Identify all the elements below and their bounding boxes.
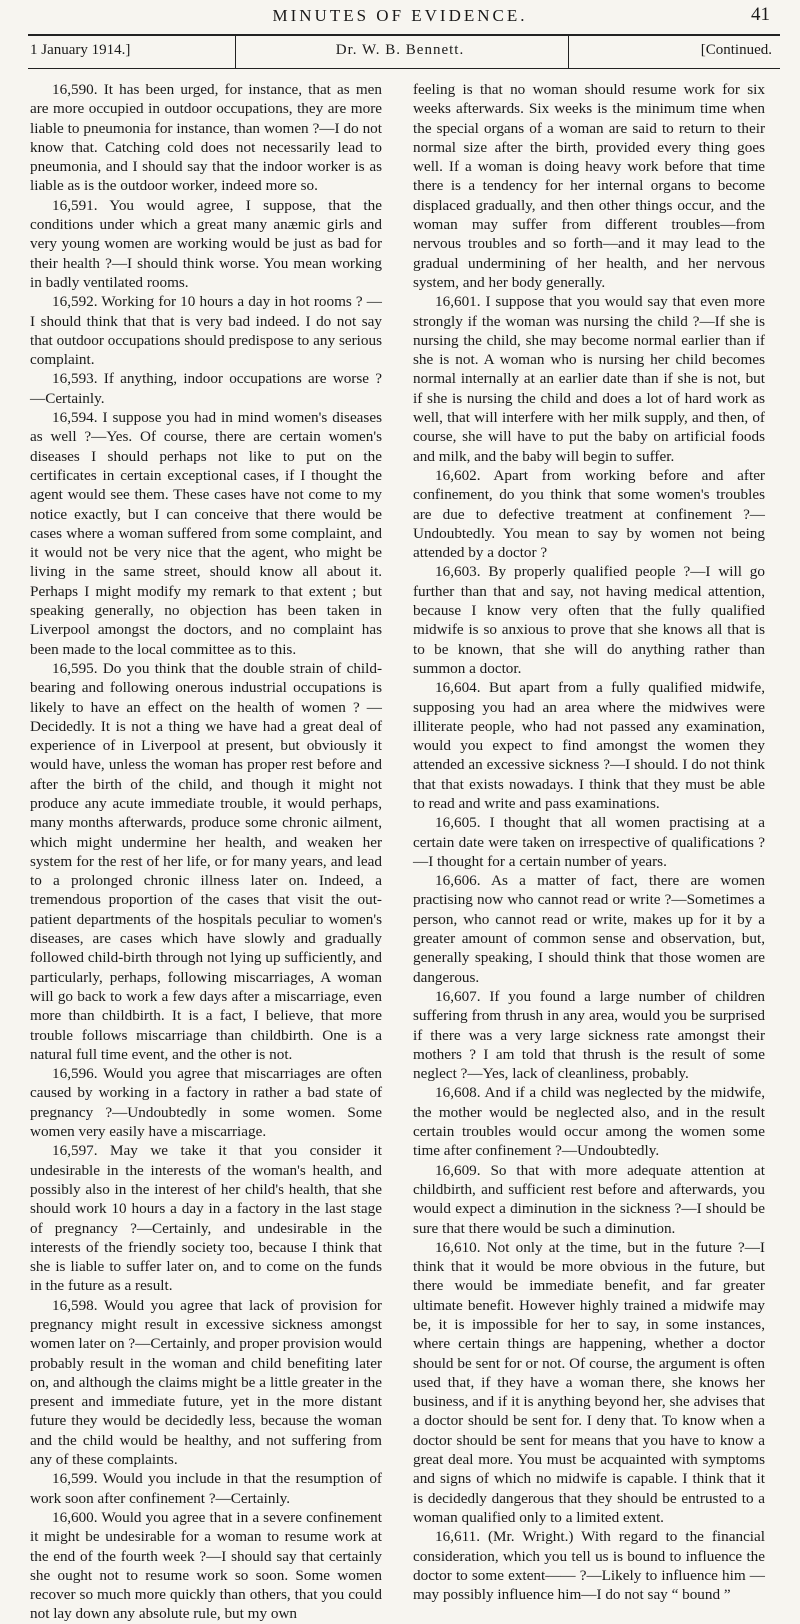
- question-paragraph: 16,594. I suppose you had in mind women's diseases as well ?—Yes. Of course, there are certain women's diseases I should perhaps not like to put on the certificates in certain exceptional cases, if I thought the agent would see them. These cases have not come to my notice exactly, but I can conceive that there would be cases where a woman suffered from some complaint, and it would not be very nice that the agent, who might be living in the same street, should know all about it. Perhaps I might modify my remark to that extent ; but speaking generally, no objection has been taken in Liverpool amongst the doctors, and no complaint has been made to the local committee as to this.: [30, 409, 382, 658]
- question-paragraph: 16,601. I suppose that you would say that even more strongly if the woman was nursing the child ?—If she is nursing the child, she may become normal earlier than if she is not. A woman who is nursing her child becomes normal internally at an earlier date than if she is not, but if she is nursing the child and does a lot of hard work as well, that will interfere with her milk supply, and then, of course, she will have to put the baby on artificial foods and milk, and the baby will begin to suffer.: [413, 293, 765, 465]
- running-title: MINUTES OF EVIDENCE.: [272, 6, 528, 25]
- question-paragraph: 16,611. (Mr. Wright.) With regard to the financial consideration, which you tell us is bound to influence the doctor to some extent—— ?—Likely to influence him —may possibly influence him—I do not say “ bound ”: [413, 1528, 765, 1604]
- question-paragraph: 16,590. It has been urged, for instance, that as men are more occupied in outdoor occupations, they are more liable to pneumonia for instance, than women ?—I do not know that. Catching cold does not necessarily lead to pneumonia, and I should say that the indoor worker is as liable as is the outdoor worker, indeed more so.: [30, 81, 382, 195]
- continued-label: [Continued.: [700, 42, 772, 58]
- question-paragraph: 16,598. Would you agree that lack of provision for pregnancy might result in excessive sickness amongst women later on ?—Certainly, and proper provision would probably result in the woman and child benefiting later on, and although the claims might be a little greater in the present and immediate future, yet in the more distant future they would be decidedly less, because the woman and the child would be healthy, and not suffering from any of these complaints.: [30, 1296, 382, 1469]
- question-paragraph: 16,597. May we take it that you consider it undesirable in the interests of the woman's health, and possibly also in the interest of her child's health, that she should work 10 hours a day in a factory in the last stage of pregnancy ?—Certainly, and undesirable in the interests of the friendly society too, because I think that she is liable to suffer later on, and to come on the funds in the future as a result.: [30, 1142, 382, 1295]
- question-paragraph: 16,592. Working for 10 hours a day in hot rooms ? —I should think that that is very bad indeed. I do not say that outdoor occupations should predispose to any serious complaint.: [30, 293, 382, 369]
- page-number: 41: [751, 4, 770, 25]
- question-paragraph: 16,606. As a matter of fact, there are women practising now who cannot read or write ?—Sometimes a person, who cannot read or write, makes up for it by a greater amount of common sense and observation, but, generally speaking, I should think that those women are dangerous.: [413, 872, 765, 986]
- question-paragraph: 16,600. Would you agree that in a severe confinement it might be undesirable for a woman to resume work at the end of the fourth week ?—I should say that certainly she ought not to resume work so soon. Some women recover so much more quickly than others, that you could not lay down any absolute rule, but my own: [30, 1508, 382, 1623]
- question-paragraph: 16,602. Apart from working before and after confinement, do you think that some women's troubles are due to defective treatment at confinement ?—Undoubtedly. You mean to say by women not being attended by a doctor ?: [413, 466, 765, 562]
- witness-name: Dr. W. B. Bennett.: [335, 42, 465, 58]
- header-rule-top: [28, 34, 780, 36]
- left-column: [30, 80, 382, 1624]
- question-paragraph: 16,607. If you found a large number of children suffering from thrush in any area, would you be surprised if there was a very large sickness rate amongst their mothers ? I am told that thrush is the result of some neglect ?—Yes, lack of cleanliness, probably.: [413, 987, 765, 1083]
- question-paragraph: 16,604. But apart from a fully qualified midwife, supposing you had an area where the midwives were illiterate people, who had not passed any examination, would you expect to find amongst the women they attended an excessive sickness ?—I should. I do not think that that exists nowadays. I think that they must be able to read and write and pass examinations.: [413, 679, 765, 812]
- sitting-date: 1 January 1914.]: [30, 42, 131, 58]
- header-divider: [568, 36, 569, 68]
- question-paragraph: 16,603. By properly qualified people ?—I will go further than that and say, not having medical attention, because I know very often that the fully qualified midwife is so anxious to prove that she knows all that is to be known, that she will do anything rather than summon a doctor.: [413, 563, 765, 677]
- question-paragraph: 16,595. Do you think that the double strain of child-bearing and following onerous industrial occupations is likely to have an effect on the health of women ? —Decidedly. It is not a thing we have had a great deal of experience of in Liverpool at present, but obviously it would have, unless the woman has proper rest before and after the birth of the child, and though it might not produce any acute immediate trouble, it would perhaps, many months afterwards, produce some chronic ailment, which might undermine her health, and weaken her system for the rest of her life, or for many years, and lead to a prolonged chronic illness later on. Indeed, a tremendous proportion of the cases that visit the out-patient departments of the hospitals peculiar to women's diseases, are cases which have slowly and gradually followed child-birth through not lying up sufficiently, and particularly, perhaps, following miscarriages, A woman will go back to work a few days after a miscarriage, even more than childbirth. It is a fact, I believe, that more trouble follows miscarriage than childbirth. One is a natural full time event, and the other is not.: [30, 659, 382, 1063]
- question-paragraph: 16,605. I thought that all women practising at a certain date were taken on irrespective of qualifications ?—I thought for a certain number of years.: [413, 814, 765, 870]
- question-paragraph: 16,608. And if a child was neglected by the midwife, the mother would be neglected also, and in the result certain troubles would occur among the women some time after confinement ?—Undoubtedly.: [413, 1084, 765, 1160]
- header-rule-bottom: [28, 68, 780, 69]
- question-paragraph: 16,599. Would you include in that the resumption of work soon after confinement ?—Certainly.: [30, 1470, 382, 1507]
- continued-paragraph: feeling is that no woman should resume work for six weeks afterwards. Six weeks is the minimum time when the special organs of a woman are said to return to their normal size after the birth, provided every thing goes well. If a woman is doing heavy work before that time there is a tendency for her internal organs to become displaced gradually, and then other things occur, and the woman may suffer from different troubles—from nervous troubles and so forth—and it may lead to the gradual undermining of her health, and her nervous system, and her body generally.: [413, 81, 765, 291]
- question-paragraph: 16,591. You would agree, I suppose, that the conditions under which a great many anæmic girls and very young women are working would be just as bad for their health ?—I should think worse. You mean working in badly ventilated rooms.: [30, 196, 382, 291]
- question-paragraph: 16,609. So that with more adequate attention at childbirth, and sufficient rest before and afterwards, you would expect a diminution in the sickness ?—I should be sure that there would be such a diminution.: [413, 1161, 765, 1237]
- question-paragraph: 16,593. If anything, indoor occupations are worse ? —Certainly.: [30, 370, 382, 407]
- right-column: [413, 80, 765, 1604]
- question-paragraph: 16,610. Not only at the time, but in the future ?—I think that it would be more obvious in the future, but there would be immediate benefit, and far greater ultimate benefit. However highly trained a midwife may be, it is impossible for her to say, in some instances, where certain things are happening, whether a doctor should be sent for or not. Of course, the argument is often used that, if they have a woman there, she knows her business, and if it is anything beyond her, she advises that a doctor should be sent for. I deny that. To know when a doctor should be sent for means that you have to know a great deal more. You must be acquainted with symptoms and signs of which no midwife is capable. I think that it is decidedly dangerous that they should be entrusted to a woman qualified only to a limited extent.: [413, 1238, 765, 1526]
- question-paragraph: 16,596. Would you agree that miscarriages are often caused by working in a factory in rather a bad state of pregnancy ?—Undoubtedly in some women. Some women very easily have a miscarriage.: [30, 1065, 382, 1141]
